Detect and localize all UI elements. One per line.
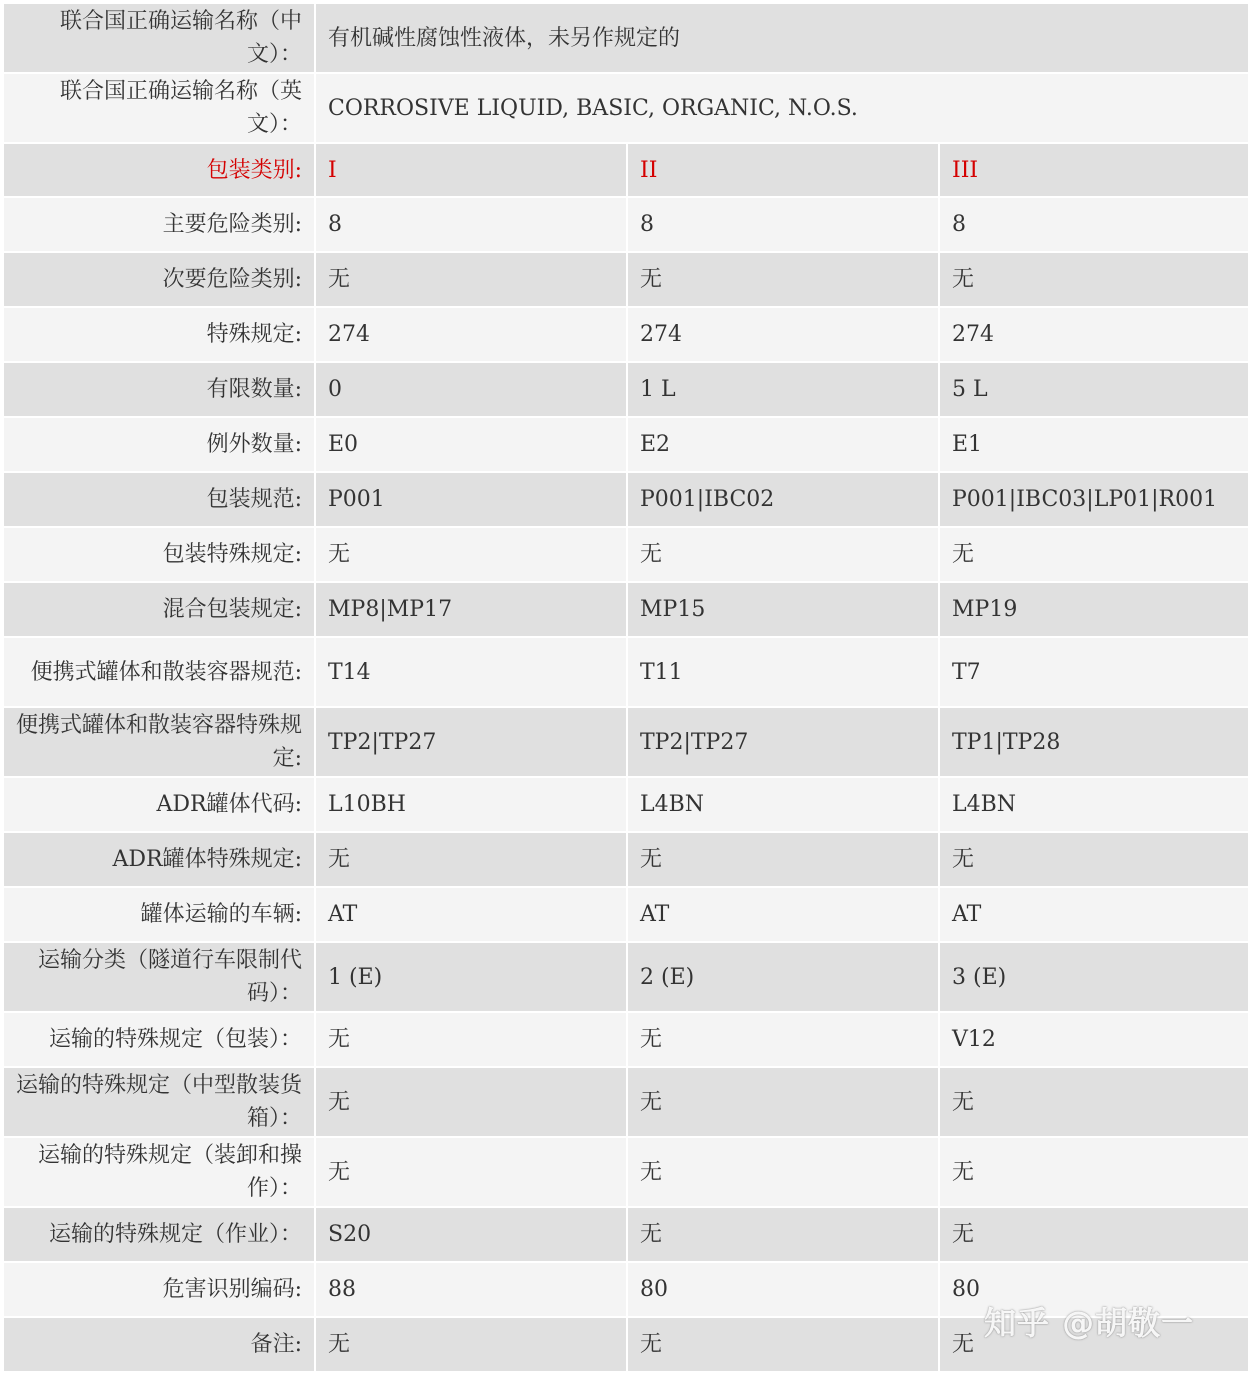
packing-group-ii: II xyxy=(627,143,939,197)
cell-pg-iii: 无 xyxy=(939,1137,1249,1207)
row-label: 危害识别编码: xyxy=(3,1262,315,1317)
row-label: 混合包装规定: xyxy=(3,582,315,637)
cell-pg-iii: 5 L xyxy=(939,362,1249,417)
cell-pg-ii: 无 xyxy=(627,1137,939,1207)
cell-pg-iii: 274 xyxy=(939,307,1249,362)
row-label: 包装特殊规定: xyxy=(3,527,315,582)
row-label: 运输的特殊规定（作业）： xyxy=(3,1207,315,1262)
table-row xyxy=(3,637,1249,707)
cell-pg-i: S20 xyxy=(315,1207,627,1262)
cell-pg-i: T14 xyxy=(315,637,627,707)
row-label: 联合国正确运输名称（英文）： xyxy=(3,73,315,143)
table-row xyxy=(3,942,1249,1012)
table-row xyxy=(3,252,1249,307)
cell-pg-i: 无 xyxy=(315,1317,627,1372)
name-cn-value: 有机碱性腐蚀性液体，未另作规定的 xyxy=(315,3,1249,73)
row-label: 例外数量: xyxy=(3,417,315,472)
name-en-value: CORROSIVE LIQUID, BASIC, ORGANIC, N.O.S. xyxy=(315,73,1249,143)
row-label: 特殊规定: xyxy=(3,307,315,362)
cell-pg-ii: 274 xyxy=(627,307,939,362)
cell-pg-ii: 无 xyxy=(627,527,939,582)
cell-pg-ii: 8 xyxy=(627,197,939,252)
cell-pg-i: 无 xyxy=(315,1012,627,1067)
row-label: 便携式罐体和散装容器特殊规定: xyxy=(3,707,315,777)
cell-pg-ii: TP2|TP27 xyxy=(627,707,939,777)
table-row xyxy=(3,887,1249,942)
cell-pg-i: 88 xyxy=(315,1262,627,1317)
cell-pg-iii: L4BN xyxy=(939,777,1249,832)
cell-pg-ii: 无 xyxy=(627,1207,939,1262)
row-label: 运输的特殊规定（中型散装货箱）： xyxy=(3,1067,315,1137)
table-row xyxy=(3,472,1249,527)
cell-pg-ii: 无 xyxy=(627,1067,939,1137)
cell-pg-iii: 无 xyxy=(939,832,1249,887)
row-label: 备注: xyxy=(3,1317,315,1372)
cell-pg-ii: 无 xyxy=(627,1317,939,1372)
cell-pg-ii: E2 xyxy=(627,417,939,472)
cell-pg-i: 无 xyxy=(315,832,627,887)
cell-pg-iii: MP19 xyxy=(939,582,1249,637)
row-label: 运输的特殊规定（装卸和操作）： xyxy=(3,1137,315,1207)
row-label: 次要危险类别: xyxy=(3,252,315,307)
cell-pg-i: AT xyxy=(315,887,627,942)
row-label: 便携式罐体和散装容器规范: xyxy=(3,637,315,707)
table-row xyxy=(3,1137,1249,1207)
table-row xyxy=(3,1262,1249,1317)
table-row xyxy=(3,307,1249,362)
cell-pg-iii: 无 xyxy=(939,1067,1249,1137)
cell-pg-iii: 3 (E) xyxy=(939,942,1249,1012)
row-label: 联合国正确运输名称（中文）： xyxy=(3,3,315,73)
cell-pg-i: L10BH xyxy=(315,777,627,832)
dangerous-goods-spec-table xyxy=(2,2,1250,1373)
zhihu-watermark: 知乎 @胡敬一 xyxy=(984,1304,1195,1342)
cell-pg-iii: AT xyxy=(939,887,1249,942)
cell-pg-i: 无 xyxy=(315,1067,627,1137)
row-label: 运输分类（隧道行车限制代码）： xyxy=(3,942,315,1012)
cell-pg-iii: 无 xyxy=(939,527,1249,582)
cell-pg-i: P001 xyxy=(315,472,627,527)
table-row xyxy=(3,777,1249,832)
cell-pg-i: 无 xyxy=(315,1137,627,1207)
packing-group-iii: III xyxy=(939,143,1249,197)
row-label: ADR罐体特殊规定: xyxy=(3,832,315,887)
cell-pg-i: E0 xyxy=(315,417,627,472)
table-row-packing-group xyxy=(3,143,1249,197)
cell-pg-ii: P001|IBC02 xyxy=(627,472,939,527)
cell-pg-ii: T11 xyxy=(627,637,939,707)
table-row xyxy=(3,1317,1249,1372)
cell-pg-iii: 无 xyxy=(939,1317,1249,1372)
cell-pg-i: 无 xyxy=(315,252,627,307)
row-label: 包装规范: xyxy=(3,472,315,527)
cell-pg-iii: 8 xyxy=(939,197,1249,252)
spec-table-body xyxy=(3,3,1249,1372)
table-row xyxy=(3,417,1249,472)
table-row xyxy=(3,197,1249,252)
cell-pg-ii: MP15 xyxy=(627,582,939,637)
row-label: 主要危险类别: xyxy=(3,197,315,252)
cell-pg-ii: 无 xyxy=(627,252,939,307)
cell-pg-ii: AT xyxy=(627,887,939,942)
cell-pg-i: TP2|TP27 xyxy=(315,707,627,777)
cell-pg-i: 8 xyxy=(315,197,627,252)
cell-pg-iii: TP1|TP28 xyxy=(939,707,1249,777)
row-label: ADR罐体代码: xyxy=(3,777,315,832)
cell-pg-iii: P001|IBC03|LP01|R001 xyxy=(939,472,1249,527)
table-row xyxy=(3,362,1249,417)
table-row xyxy=(3,582,1249,637)
cell-pg-ii: 无 xyxy=(627,1012,939,1067)
table-row xyxy=(3,527,1249,582)
row-label: 运输的特殊规定（包装）： xyxy=(3,1012,315,1067)
cell-pg-i: 274 xyxy=(315,307,627,362)
table-row xyxy=(3,1207,1249,1262)
table-row-name-cn xyxy=(3,3,1249,73)
cell-pg-ii: 2 (E) xyxy=(627,942,939,1012)
cell-pg-iii: V12 xyxy=(939,1012,1249,1067)
table-row xyxy=(3,1012,1249,1067)
cell-pg-ii: 80 xyxy=(627,1262,939,1317)
cell-pg-iii: 无 xyxy=(939,1207,1249,1262)
cell-pg-i: 0 xyxy=(315,362,627,417)
cell-pg-i: 1 (E) xyxy=(315,942,627,1012)
row-label: 有限数量: xyxy=(3,362,315,417)
table-row xyxy=(3,1067,1249,1137)
cell-pg-iii: 80 xyxy=(939,1262,1249,1317)
cell-pg-ii: L4BN xyxy=(627,777,939,832)
cell-pg-iii: T7 xyxy=(939,637,1249,707)
packing-group-i: I xyxy=(315,143,627,197)
row-label: 罐体运输的车辆: xyxy=(3,887,315,942)
packing-group-label: 包装类别: xyxy=(3,143,315,197)
cell-pg-iii: E1 xyxy=(939,417,1249,472)
cell-pg-i: 无 xyxy=(315,527,627,582)
table-row-name-en xyxy=(3,73,1249,143)
cell-pg-i: MP8|MP17 xyxy=(315,582,627,637)
table-row xyxy=(3,707,1249,777)
cell-pg-iii: 无 xyxy=(939,252,1249,307)
table-row xyxy=(3,832,1249,887)
cell-pg-ii: 无 xyxy=(627,832,939,887)
cell-pg-ii: 1 L xyxy=(627,362,939,417)
